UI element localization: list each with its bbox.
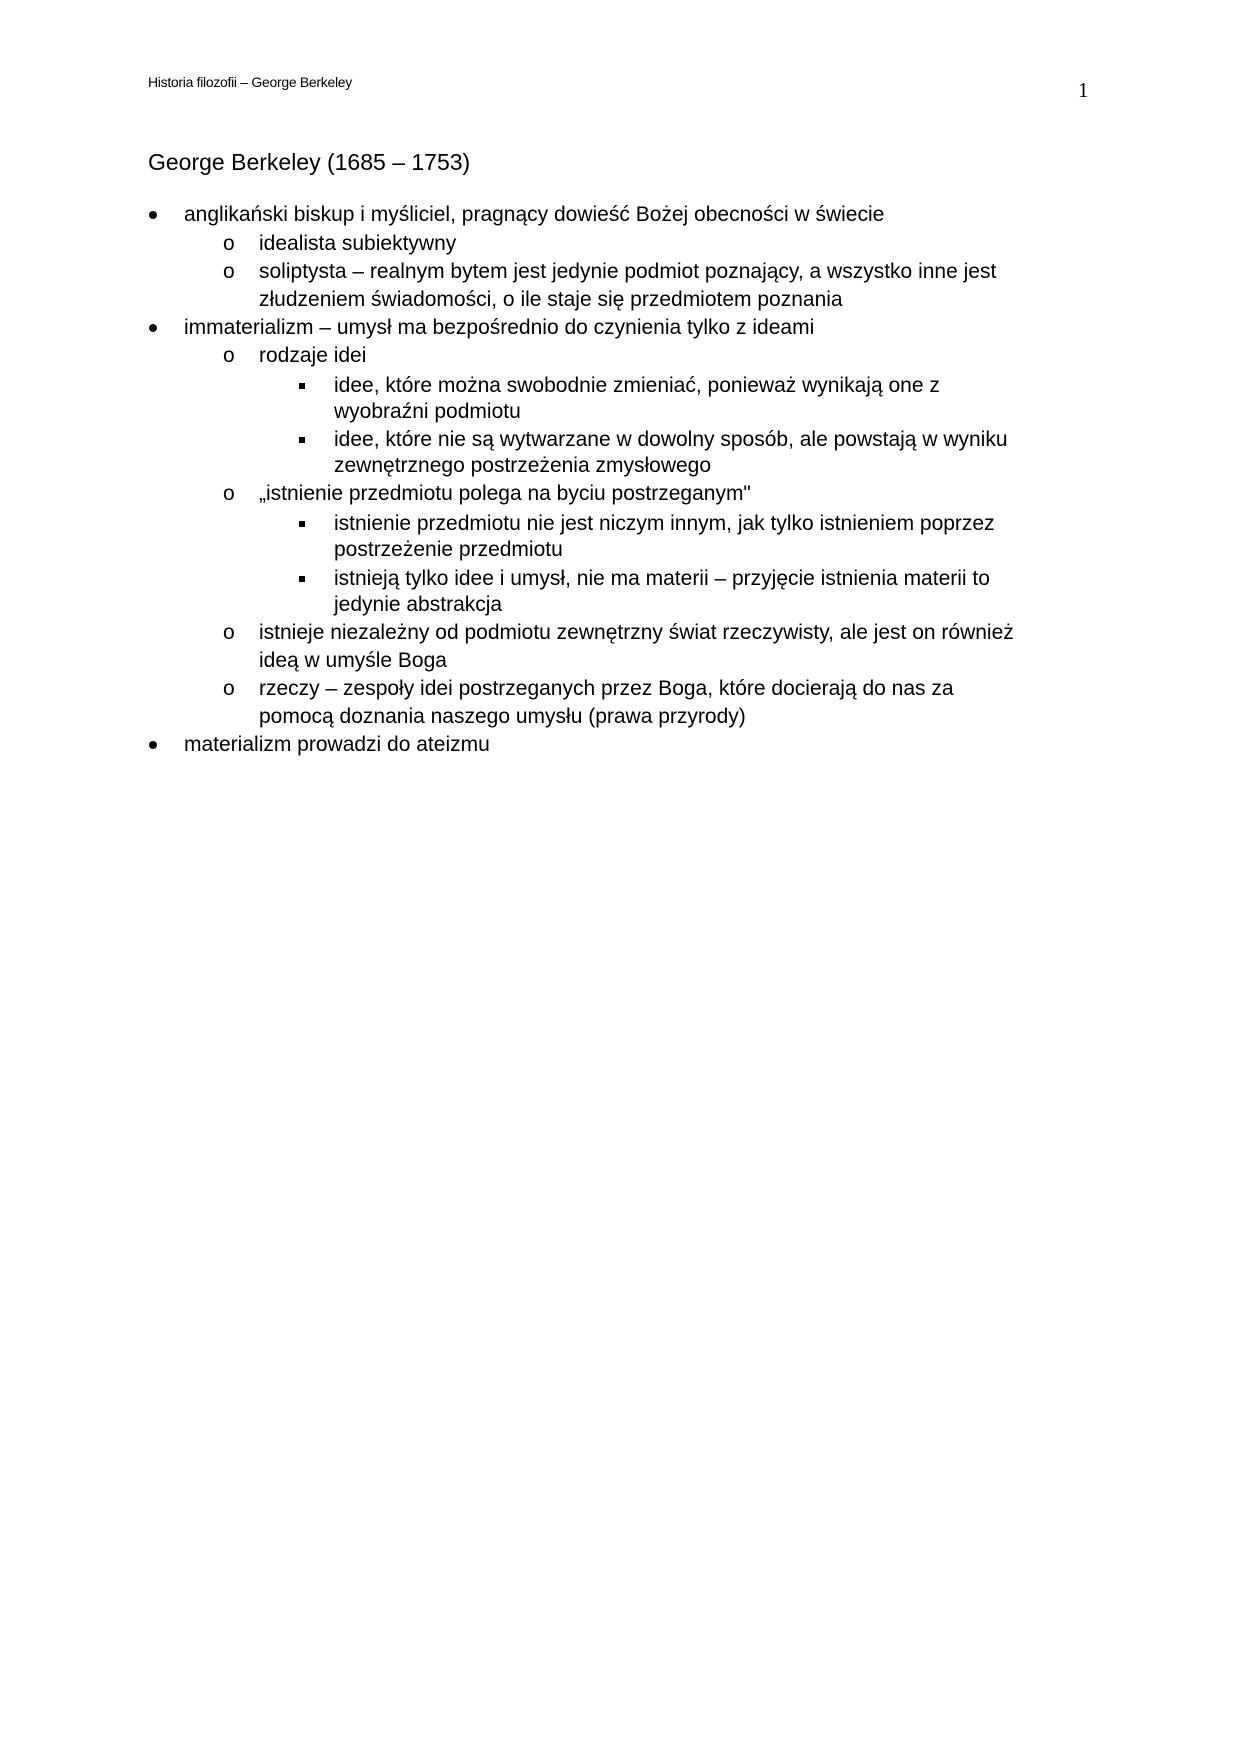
list-item-2d-line-1: rzeczy – zespoły idei postrzeganych przez Boga, które docierają do nas za	[259, 677, 954, 700]
list-item-1: anglikański biskup i myśliciel, pragnący dowieść Bożej obecności w świecie	[184, 203, 885, 226]
list-item-2d-line-2: pomocą doznania naszego umysłu (prawa przyrody)	[259, 705, 746, 728]
list-item-1b-line-2: złudzeniem świadomości, o ile staje się przedmiotem poznania	[259, 288, 843, 311]
list-item-2b2-line-1: istnieją tylko idee i umysł, nie ma materii – przyjęcie istnienia materii to	[334, 567, 990, 590]
list-item-2b1-line-1: istnienie przedmiotu nie jest niczym innym, jak tylko istnieniem poprzez	[334, 512, 995, 535]
list-item-2a1-line-1: idee, które można swobodnie zmieniać, ponieważ wynikają one z	[334, 374, 940, 397]
list-item-2a: rodzaje idei	[259, 344, 367, 367]
list-item-2b1-line-2: postrzeżenie przedmiotu	[334, 538, 563, 561]
list-item-1a: idealista subiektywny	[259, 232, 457, 255]
list-item-1b-line-1: soliptysta – realnym bytem jest jedynie podmiot poznający, a wszystko inne jest	[259, 260, 997, 283]
document-title: George Berkeley (1685 – 1753)	[148, 149, 471, 175]
list-item-2a2-line-2: zewnętrznego postrzeżenia zmysłowego	[334, 454, 712, 477]
list-item-2b2-line-2: jedynie abstrakcja	[334, 593, 503, 616]
sub-bullet-o-marker: o	[223, 621, 235, 644]
list-item-2: immaterializm – umysł ma bezpośrednio do czynienia tylko z ideami	[184, 316, 815, 339]
list-item-2c-line-1: istnieje niezależny od podmiotu zewnętrzny świat rzeczywisty, ale jest on również	[259, 621, 1014, 644]
running-header: Historia filozofii – George Berkeley	[148, 74, 352, 90]
page-number: 1	[1078, 78, 1089, 102]
sub-bullet-o-marker: o	[223, 260, 235, 283]
list-item-3: materializm prowadzi do ateizmu	[184, 733, 490, 756]
list-item-2c-line-2: ideą w umyśle Boga	[259, 649, 447, 672]
list-item-2a1-line-2: wyobraźni podmiotu	[334, 400, 521, 423]
list-item-2b: „istnienie przedmiotu polega na byciu postrzeganym"	[259, 482, 751, 505]
sub-bullet-o-marker: o	[223, 344, 235, 367]
list-item-2a2-line-1: idee, które nie są wytwarzane w dowolny sposób, ale powstają w wyniku	[334, 428, 1008, 451]
sub-bullet-o-marker: o	[223, 677, 235, 700]
sub-bullet-o-marker: o	[223, 482, 235, 505]
sub-bullet-o-marker: o	[223, 232, 235, 255]
